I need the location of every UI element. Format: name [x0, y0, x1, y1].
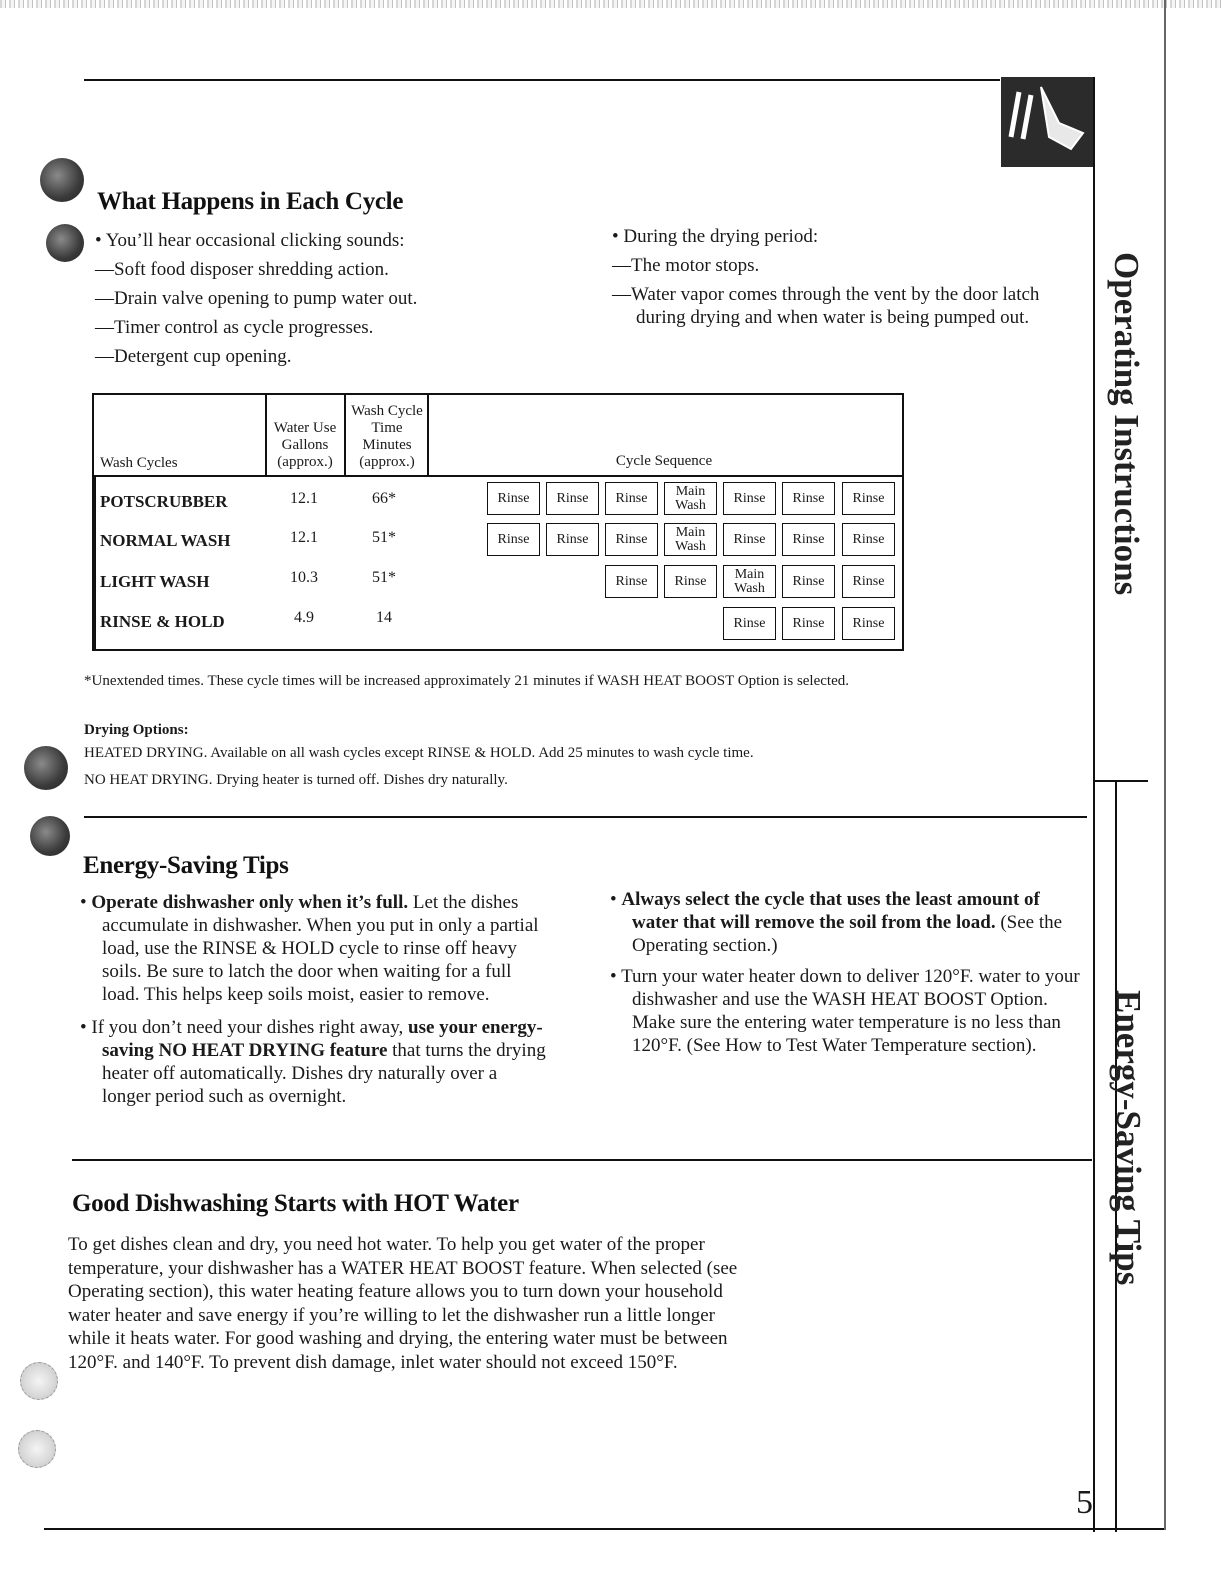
tip-bold: use your energy-saving NO HEAT DRYING feature [102, 1017, 543, 1061]
hole-punch-icon [30, 816, 70, 856]
tip-bold: Always select the cycle that uses the least amount of water that will remove the soil from the load. [621, 889, 1040, 933]
dishwasher-logo-icon [1001, 77, 1093, 167]
tip-item: • Turn your water heater down to deliver 120°F. water to your dishwasher and use the WASH HEAT BOOST Option. Make sure the entering water temperature is no less than 120°F. (See How to Test Water Temperature section). [610, 966, 1080, 1056]
energy-tips-right [610, 888, 1080, 1057]
table-footnote: *Unextended times. These cycle times will be increased approximately 21 minutes if WASH HEAT BOOST Option is selected. [84, 673, 849, 689]
hole-punch-icon [46, 224, 84, 262]
hole-punch-icon [24, 746, 68, 790]
sequence-step: Rinse [605, 565, 658, 598]
tip-text: (See the Operating section.) [632, 912, 1063, 956]
cycle-section-title: What Happens in Each Cycle [97, 188, 404, 215]
cycle-right-list [612, 225, 1052, 329]
page-number: 5 [1076, 1484, 1093, 1521]
tip-bold: Operate dishwasher only when it’s full. [91, 892, 409, 913]
cycle-table [92, 393, 904, 651]
top-rule [84, 79, 1000, 81]
list-item: —Water vapor comes through the vent by the door latch during drying and when water is being pumped out. [612, 284, 1040, 328]
gallons-value: 10.3 [290, 569, 318, 586]
tip-item: • Always select the cycle that uses the least amount of water that will remove the soil from the load. (See the Operating section.) [610, 889, 1063, 956]
row-light-wash: LIGHT WASH [100, 572, 210, 591]
gallons-value: 12.1 [290, 490, 318, 507]
hole-punch-icon [18, 1430, 56, 1468]
list-item: —Detergent cup opening. [95, 346, 292, 367]
sequence-step: Rinse [842, 482, 895, 515]
column-divider [427, 395, 429, 475]
drying-options-title: Drying Options: [84, 722, 189, 738]
sequence-step: Rinse [664, 565, 717, 598]
tip-text: Let the dishes accumulate in dishwasher. When you put in only a partial load, use the RINSE & HOLD cycle to rinse off heavy soils. Be sure to latch the door when waiting for a full load. This helps keep soils moist, easier to remove. [102, 892, 539, 1005]
sequence-step: Rinse [723, 607, 776, 640]
sequence-step: Rinse [842, 607, 895, 640]
list-item: —Drain valve opening to pump water out. [95, 288, 418, 309]
section-rule [72, 1159, 1092, 1161]
minutes-value: 51* [372, 569, 396, 586]
list-item: —Soft food disposer shredding action. [95, 259, 389, 280]
column-divider [344, 395, 346, 475]
cycle-left-list [95, 226, 555, 371]
energy-tips-left [80, 891, 550, 1108]
hole-punch-icon [20, 1362, 58, 1400]
sidebar-left-rule [1093, 77, 1095, 1532]
scan-edge [0, 0, 1224, 8]
list-item: • You’ll hear occasional clicking sounds: [95, 230, 405, 251]
list-item: • During the drying period: [612, 226, 819, 247]
tip-text: If you don’t need your dishes right away, [91, 1017, 409, 1038]
list-item: —Timer control as cycle progresses. [95, 317, 374, 338]
sequence-step: Rinse [487, 482, 540, 515]
tip-item: • Operate dishwasher only when it’s full. Let the dishes accumulate in dishwasher. When you put in only a partial load, use the RINSE & HOLD cycle to rinse off heavy soils. Be sure to latch the door when waiting for a full load. This helps keep soils moist, easier to remove. [80, 892, 539, 1005]
sequence-step: Rinse [605, 523, 658, 556]
hot-water-section-title: Good Dishwashing Starts with HOT Water [72, 1190, 519, 1217]
sequence-step: Rinse [723, 482, 776, 515]
sequence-step-main-wash: Main Wash [664, 523, 717, 556]
sequence-step-main-wash: Main Wash [723, 565, 776, 598]
energy-section-title: Energy-Saving Tips [83, 852, 289, 879]
sequence-step: Rinse [782, 482, 835, 515]
header-cycle-sequence: Cycle Sequence [615, 453, 713, 469]
gallons-value: 4.9 [294, 609, 314, 626]
tip-item: • If you don’t need your dishes right away, use your energy-saving NO HEAT DRYING feature that turns the drying heater off automatically. Dishes dry naturally over a longer period such as overnight. [80, 1017, 546, 1107]
tab-operating-instructions: Operating Instructions [1107, 252, 1146, 596]
drying-noheat: NO HEAT DRYING. Drying heater is turned off. Dishes dry naturally. [84, 772, 508, 788]
sequence-step: Rinse [842, 565, 895, 598]
tab-energy-saving-tips: Energy-Saving Tips [1109, 990, 1148, 1286]
drying-heated: HEATED DRYING. Available on all wash cycles except RINSE & HOLD. Add 25 minutes to wash cycle time. [84, 745, 754, 761]
sidebar-right-rule [1164, 0, 1166, 1530]
sequence-step: Rinse [782, 565, 835, 598]
row-divider [94, 475, 96, 651]
minutes-value: 14 [376, 609, 392, 626]
sequence-step: Rinse [487, 523, 540, 556]
header-wash-time: Wash Cycle Time Minutes (approx.) [351, 403, 423, 470]
row-rinse-hold: RINSE & HOLD [100, 612, 225, 631]
sequence-step: Rinse [782, 523, 835, 556]
sequence-step: Rinse [546, 523, 599, 556]
section-rule [84, 816, 1087, 818]
minutes-value: 51* [372, 529, 396, 546]
header-water-use: Water Use Gallons (approx.) [273, 420, 337, 470]
sequence-step: Rinse [723, 523, 776, 556]
row-normal-wash: NORMAL WASH [100, 531, 231, 550]
sequence-step: Rinse [842, 523, 895, 556]
sequence-step: Rinse [782, 607, 835, 640]
column-divider [265, 395, 267, 475]
list-item: —The motor stops. [612, 255, 760, 276]
tip-text: Turn your water heater down to deliver 120°F. water to your dishwasher and use the WASH HEAT BOOST Option. Make sure the entering water temperature is no less than 120°F. (See How to Test Water Temperature section). [621, 966, 1080, 1056]
header-divider [94, 475, 902, 477]
sidebar-divider [1093, 780, 1148, 782]
gallons-value: 12.1 [290, 529, 318, 546]
sequence-step-main-wash: Main Wash [664, 482, 717, 515]
row-potscrubber: POTSCRUBBER [100, 492, 228, 511]
minutes-value: 66* [372, 490, 396, 507]
tip-text: that turns the drying heater off automatically. Dishes dry naturally over a longer period such as overnight. [102, 1040, 546, 1107]
sequence-step: Rinse [546, 482, 599, 515]
sequence-step: Rinse [605, 482, 658, 515]
header-wash-cycles: Wash Cycles [100, 455, 178, 471]
hot-water-body: To get dishes clean and dry, you need hot water. To help you get water of the proper temperature, your dishwasher has a WATER HEAT BOOST feature. When selected (see Operating section), this water heating feature allows you to turn down your household water heater and save energy if you’re willing to let the dishwasher run a little longer while it heats water. For good washing and drying, the entering water must be between 120°F. and 140°F. To prevent dish damage, inlet water should not exceed 150°F. [68, 1234, 738, 1373]
bottom-rule [44, 1528, 1166, 1530]
hole-punch-icon [40, 158, 84, 202]
